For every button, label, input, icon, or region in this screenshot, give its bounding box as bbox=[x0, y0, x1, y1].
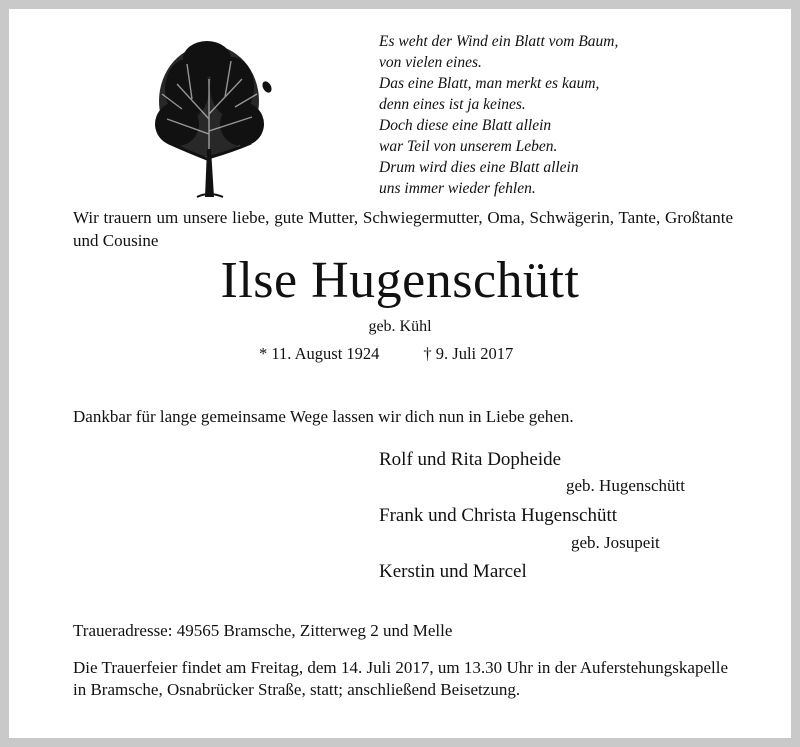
mourner-maiden-name: geb. Josupeit bbox=[571, 533, 660, 552]
birth-date: * 11. August 1924 bbox=[259, 344, 380, 363]
poem bbox=[379, 31, 618, 199]
poem-line: Das eine Blatt, man merkt es kaum, bbox=[379, 75, 600, 92]
death-date: † 9. Juli 2017 bbox=[423, 344, 514, 363]
obituary-notice bbox=[9, 9, 791, 738]
intro-text: Wir trauern um unsere liebe, gute Mutter, Schwiegermutter, Oma, Schwägerin, Tante, Großtante und Cousine bbox=[73, 208, 733, 250]
poem-line: war Teil von unserem Leben. bbox=[379, 138, 558, 155]
deceased-name: Ilse Hugenschütt bbox=[220, 252, 580, 309]
mourner-name: Kerstin und Marcel bbox=[379, 561, 527, 582]
mourning-address: Traueradresse: 49565 Bramsche, Zitterweg 2 und Melle bbox=[73, 621, 453, 640]
poem-line: denn eines ist ja keines. bbox=[379, 96, 526, 113]
poem-line: Doch diese eine Blatt allein bbox=[379, 117, 552, 134]
poem-line: uns immer wieder fehlen. bbox=[379, 180, 536, 197]
maiden-name: geb. Kühl bbox=[368, 318, 432, 335]
mourner-name: Frank und Christa Hugenschütt bbox=[379, 505, 618, 526]
mourner-name: Rolf und Rita Dopheide bbox=[379, 449, 562, 470]
mourner-maiden-name: geb. Hugenschütt bbox=[566, 476, 685, 495]
farewell-text: Dankbar für lange gemeinsame Wege lassen wir dich nun in Liebe gehen. bbox=[73, 407, 574, 426]
poem-line: Drum wird dies eine Blatt allein bbox=[379, 159, 579, 176]
life-dates bbox=[259, 344, 513, 364]
poem-line: von vielen eines. bbox=[379, 54, 482, 71]
ceremony-info: Die Trauerfeier findet am Freitag, dem 14. Juli 2017, um 13.30 Uhr in der Auferstehungskapelle in Bramsche, Osnabrücker Straße, statt; anschließend Beisetzung. bbox=[73, 658, 728, 699]
tree-icon bbox=[147, 39, 277, 199]
poem-line: Es weht der Wind ein Blatt vom Baum, bbox=[379, 33, 619, 50]
